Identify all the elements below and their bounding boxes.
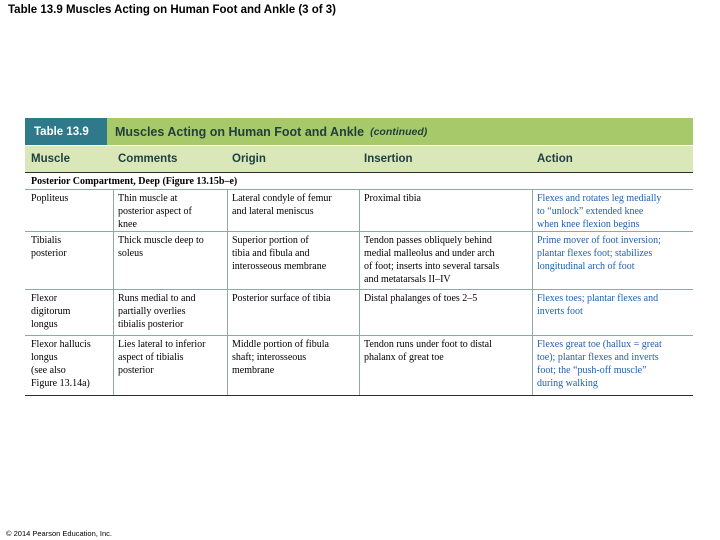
table-row [25, 232, 693, 290]
header-origin: Origin [232, 153, 266, 165]
cell-insertion: Proximal tibia [364, 193, 421, 204]
table-banner [25, 118, 693, 145]
cell-action: Flexes and rotates leg medially to “unlock” extended knee when knee flexion begins [537, 193, 662, 230]
header-comments: Comments [118, 153, 178, 165]
table-header-row [25, 145, 693, 172]
table-continued: (continued) [370, 125, 428, 138]
cell-insertion: Distal phalanges of toes 2–5 [364, 293, 478, 304]
cell-comments: Thick muscle deep to soleus [118, 235, 204, 259]
table-row [25, 290, 693, 336]
cell-insertion: Tendon runs under foot to distal phalanx of great toe [364, 339, 492, 363]
cell-origin: Middle portion of fibula shaft; interosseous membrane [232, 339, 329, 376]
cell-comments: Lies lateral to inferior aspect of tibialis posterior [118, 339, 206, 376]
cell-action: Prime mover of foot inversion; plantar flexes foot; stabilizes longitudinal arch of foot [537, 235, 661, 272]
table-number: Table 13.9 [25, 118, 107, 145]
header-muscle: Muscle [31, 153, 70, 165]
cell-muscle: Tibialis posterior [31, 235, 67, 259]
cell-origin: Superior portion of tibia and fibula and interosseous membrane [232, 235, 327, 272]
cell-action: Flexes great toe (hallux = great toe); plantar flexes and inverts foot; the “push-off muscle” during walking [537, 339, 662, 389]
cell-muscle: Flexor hallucis longus (see also Figure 13.14a) [31, 339, 91, 389]
cell-origin: Lateral condyle of femur and lateral meniscus [232, 193, 332, 217]
table-row [25, 190, 693, 232]
cell-muscle: Popliteus [31, 193, 69, 204]
copyright-footer: © 2014 Pearson Education, Inc. [6, 529, 113, 538]
cell-muscle: Flexor digitorum longus [31, 293, 71, 330]
cell-comments: Runs medial to and partially overlies tibialis posterior [118, 293, 196, 330]
table-row [25, 336, 693, 396]
table-title: Muscles Acting on Human Foot and Ankle [115, 124, 365, 139]
section-heading: Posterior Compartment, Deep (Figure 13.15b–e) [25, 172, 693, 190]
cell-comments: Thin muscle at posterior aspect of knee [118, 193, 192, 230]
cell-action: Flexes toes; plantar flexes and inverts foot [537, 293, 659, 317]
cell-origin: Posterior surface of tibia [232, 293, 331, 304]
cell-insertion: Tendon passes obliquely behind medial malleolus and under arch of foot; inserts into several tarsals and metatarsals II–IV [364, 235, 500, 285]
header-action: Action [537, 153, 573, 165]
header-insertion: Insertion [364, 153, 413, 165]
slide-title: Table 13.9 Muscles Acting on Human Foot and Ankle (3 of 3) [8, 4, 337, 16]
muscle-table [25, 118, 693, 396]
